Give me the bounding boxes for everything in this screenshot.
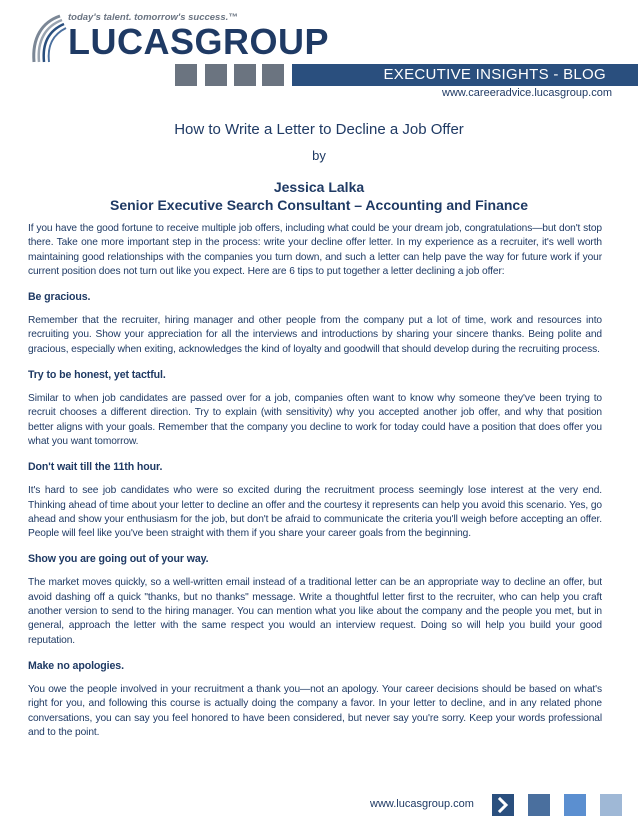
section-body: The market moves quickly, so a well-written email instead of a traditional letter can be an appropriate way to decline an offer, but avoid dashing off a quick "thanks, but no thanks" message. Write a thoughtful letter first to the recruiter, who can help you craft another version to send to the hiring manager. You can mention what you like about the company and the people you met, but in general, approach the letter with the same respect you would an interview request. Doing so will help you build your good reputation. bbox=[28, 577, 602, 646]
intro-paragraph: If you have the good fortune to receive multiple job offers, including what could be your dream job, congratulations—but don't stop there. Take one more important step in the process: write your decline offer letter. In my experience as a recruiter, it's well worth maintaining good relationships with the companies you turn down, and such a letter can help pave the way for future work if your current position does not turn out like you expect. Here are 6 tips to put together a letter declining a job offer: bbox=[28, 223, 602, 277]
trademark-symbol: ™ bbox=[228, 12, 238, 23]
chevron-right-icon bbox=[492, 794, 514, 816]
site-url-link[interactable]: www.careeradvice.lucasgroup.com bbox=[442, 87, 612, 99]
section-heading: Try to be honest, yet tactful. bbox=[28, 369, 166, 382]
article-body bbox=[28, 222, 602, 740]
banner-title: EXECUTIVE INSIGHTS - BLOG bbox=[383, 66, 606, 83]
header-square-4 bbox=[262, 64, 284, 86]
header-banner bbox=[292, 64, 638, 86]
section-body: Similar to when job candidates are passed over for a job, companies often want to know why someone they've been trying to recruit chooses a different direction. Try to explain (with sensitivity) why you accepted another job offer, and why that position better aligns with your goals. Remember that the company you decline to work for today could have a position that does offer you what you want tomorrow. bbox=[28, 393, 602, 447]
article-header bbox=[0, 120, 638, 214]
section-body: You owe the people involved in your recruitment a thank you—not an apology. Your career decisions should be based on what's right for you, and following this course is actually doing the company a favor. In your letter to decline, and in any related phone conversations, you can say you feel honored to have been considered, but never say you're sorry. Keep your words professional and to the point. bbox=[28, 683, 602, 738]
next-page-button[interactable] bbox=[492, 794, 514, 816]
section-heading: Be gracious. bbox=[28, 291, 91, 304]
footer-url-link[interactable]: www.lucasgroup.com bbox=[370, 798, 474, 810]
section-body: Remember that the recruiter, hiring manager and other people from the company put a lot of time, work and resources into recruiting you. Show your appreciation for all the interviews and introductions by sharing your sincere thanks. Being polite and gracious, especially when exiting, acknowledges the kind of loyalty and goodwill that should develop during the recruiting process. bbox=[28, 315, 602, 355]
article-title: How to Write a Letter to Decline a Job Offer bbox=[174, 121, 464, 138]
section-heading: Don't wait till the 11th hour. bbox=[28, 461, 163, 474]
footer-square-1 bbox=[528, 794, 550, 816]
author-name: Jessica Lalka bbox=[273, 179, 365, 195]
author-title: Senior Executive Search Consultant – Accounting and Finance bbox=[109, 197, 529, 213]
section-heading: Show you are going out of your way. bbox=[28, 553, 209, 566]
footer-square-2 bbox=[564, 794, 586, 816]
header-square-2 bbox=[205, 64, 227, 86]
brand-name: LUCASGROUP bbox=[68, 21, 330, 62]
header-square-1 bbox=[175, 64, 197, 86]
tagline-text: today's talent. tomorrow's success. bbox=[68, 12, 229, 23]
byline-by: by bbox=[312, 148, 326, 163]
header-square-3 bbox=[234, 64, 256, 86]
section-heading: Make no apologies. bbox=[28, 659, 124, 672]
section-body: It's hard to see job candidates who were so excited during the recruitment process seemingly lose interest at the very end. Thinking ahead of time about your letter to decline an offer and the courtesy it represents can help you avoid this scenario. Yes, go ahead and show your enthusiasm for the job, but don't be afraid to communicate the criteria you'll weigh before accepting an offer. People will feel like you've been straight with them if you share your career goals from the beginning. bbox=[28, 485, 602, 540]
logo-swoosh-icon bbox=[24, 10, 68, 70]
footer-square-3 bbox=[600, 794, 622, 816]
